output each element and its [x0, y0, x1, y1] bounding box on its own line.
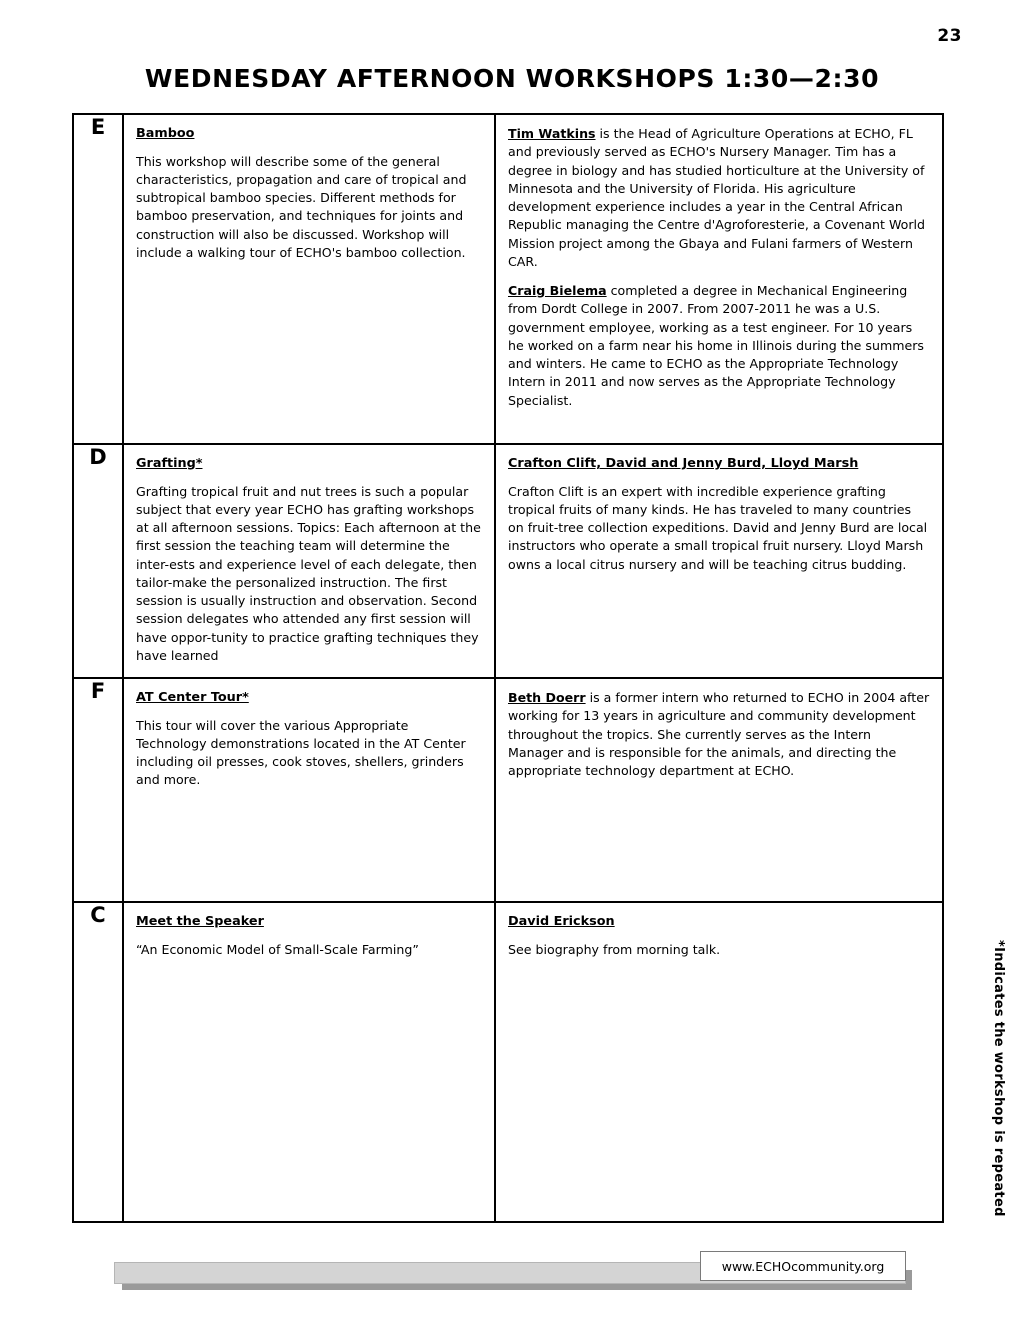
presenter-name: David Erickson — [508, 914, 615, 930]
page-number: 23 — [937, 26, 962, 46]
presenter-name: Crafton Clift, David and Jenny Burd, Lloyd Marsh — [508, 456, 859, 471]
footer-url: www.ECHOcommunity.org — [700, 1251, 906, 1281]
presenter-bio-text: is a former intern who returned to ECHO in 2004 after working for 13 years in agriculture and community development throughout the tropics. She currently serves as the Intern Manager and is responsible for the animals, and directing the appropriate technology department at ECHO. — [508, 690, 930, 779]
workshop-description-cell — [123, 444, 495, 678]
presenter-name: Beth Doerr — [508, 690, 586, 706]
workshop-description-text: This tour will cover the various Appropriate Technology demonstrations located in the AT Center including oil presses, cook stoves, shellers, grinders and more. — [136, 717, 466, 788]
workshops-table — [72, 113, 944, 1223]
repeated-workshop-note: *Indicates the workshop is repeated — [991, 940, 1006, 1217]
presenter-bio-cell — [495, 678, 943, 902]
presenter-bio-cell — [495, 902, 943, 1222]
workshop-description-text: This workshop will describe some of the general characteristics, propagation and care of tropical and subtropical bamboo species. Different methods for bamboo preservation, and techniques for joints and construction will also be discussed. Workshop will include a walking tour of ECHO's bamboo collection. — [136, 153, 467, 260]
workshop-description-cell — [123, 114, 495, 444]
presenter-name: Craig Bielema — [508, 283, 607, 298]
workshop-description-text: “An Economic Model of Small-Scale Farming” — [136, 941, 419, 957]
presenter-name: Tim Watkins — [508, 126, 596, 141]
workshop-description-cell — [123, 678, 495, 902]
workshop-title: Grafting* — [136, 456, 203, 471]
row-letter: E — [73, 114, 123, 444]
table-row — [73, 678, 943, 902]
workshop-description-cell — [123, 902, 495, 1222]
page-title: WEDNESDAY AFTERNOON WORKSHOPS 1:30—2:30 — [144, 64, 880, 93]
row-letter: F — [73, 678, 123, 902]
workshop-title: Bamboo — [136, 126, 195, 141]
presenter-bio-text: completed a degree in Mechanical Engineering from Dordt College in 2007. From 2007-2011 he was a U.S. government employee, working as a test engineer. For 10 years he worked on a farm near his home in Illinois during the summers and winters. He came to ECHO as the Appropriate Technology Intern in 2011 and now serves as the Appropriate Technology Specialist. — [508, 283, 924, 408]
presenter-bio-text: is the Head of Agriculture Operations at ECHO, FL and previously served as ECHO's Nursery Manager. Tim has a degree in biology and has studied horticulture at the University of Minnesota and the University of Florida. His agriculture development experience includes a year in the Central African Republic managing the Centre d'Agroforesterie, a Covenant World Mission project among the Gbaya and Fulani farmers of Western CAR. — [508, 126, 926, 269]
presenter-bio-text: Crafton Clift is an expert with incredible experience grafting tropical fruits of many kinds. He has traveled to many countries on fruit-tree collection expeditions. David and Jenny Burd are local instructors who operate a small tropical fruit nursery. Lloyd Marsh owns a local citrus nursery and will be teaching citrus budding. — [508, 483, 928, 572]
presenter-bio-entry — [508, 689, 930, 780]
row-letter: C — [73, 902, 123, 1222]
workshop-title: AT Center Tour* — [136, 690, 249, 706]
workshop-description-text: Grafting tropical fruit and nut trees is such a popular subject that every year ECHO has grafting workshops at all afternoon sessions. Topics: Each afternoon at the first session the teaching team will determine the inter-ests and experience level of each delegate, then tailor-make the personalized instruction. The first session is usually instruction and observation. Second session delegates who attended any first session will have oppor-tunity to practice grafting techniques they have learned — [136, 483, 481, 663]
presenter-bio-entry — [508, 125, 930, 271]
table-row — [73, 902, 943, 1222]
table-row — [73, 444, 943, 678]
presenter-bio-entry — [508, 282, 930, 410]
presenter-bio-cell — [495, 114, 943, 444]
workshop-title: Meet the Speaker — [136, 914, 264, 930]
row-letter: D — [73, 444, 123, 678]
table-row — [73, 114, 943, 444]
presenter-bio-cell — [495, 444, 943, 678]
presenter-bio-text: See biography from morning talk. — [508, 941, 721, 957]
